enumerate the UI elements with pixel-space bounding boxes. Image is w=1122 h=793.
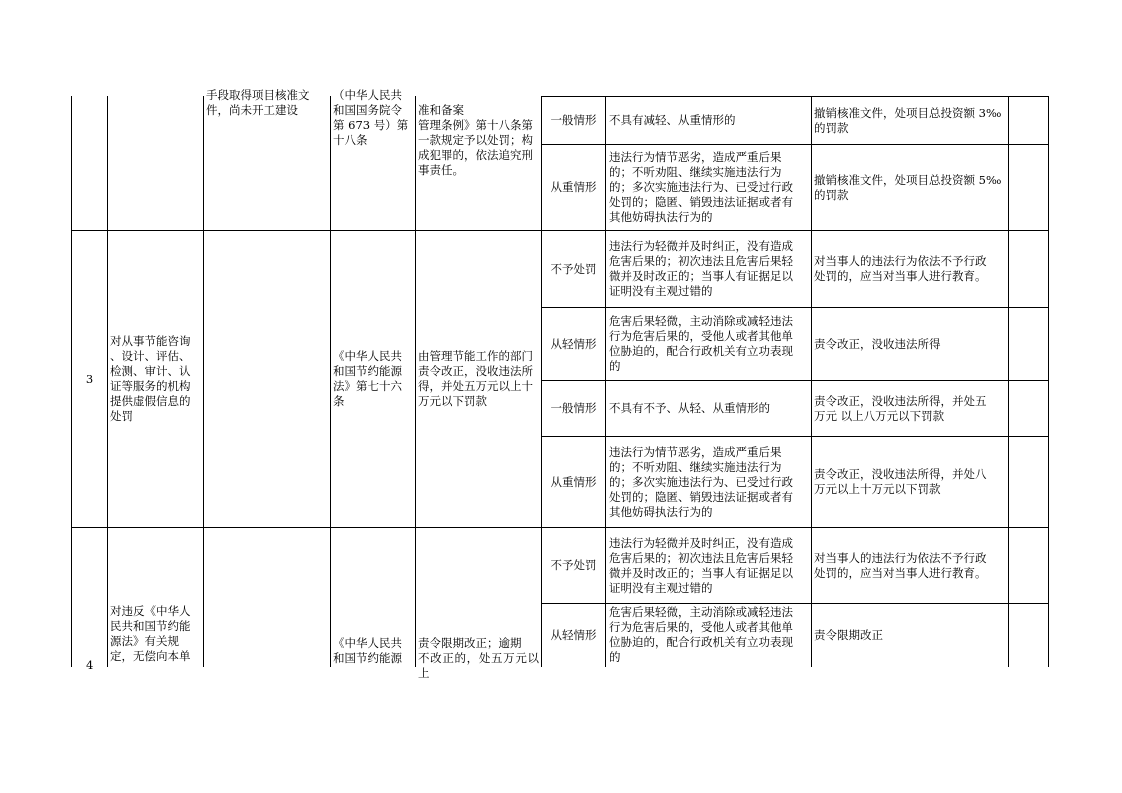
row3-circumstance-label: 一般情形: [550, 401, 597, 415]
row4-circumstance-condition: 违法行为轻微并及时纠正，没有造成 危害后果的；初次违法且危害后果轻 微并及时改正的；当事人有证据足以 证明没有主观过错的: [609, 535, 793, 595]
row4-number: 4: [86, 658, 94, 672]
column-divider: [811, 96, 812, 667]
column-divider: [203, 96, 204, 667]
table-border-right: [1048, 96, 1049, 667]
row3-circumstance-condition: 危害后果轻微，主动消除或减轻违法 行为危害后果的，受他人或者其他单 位胁迫的，配合行政机关有立功表现 的: [609, 314, 793, 373]
row3-penalty-standard: 责令改正，没收违法所得，并处八 万元以上十万元以下罚款: [814, 467, 987, 496]
row3-circumstance-condition: 不具有不予、从轻、从重情形的: [609, 401, 770, 415]
row4-penalty-standard: 责令限期改正: [814, 628, 883, 642]
row3-penalty-standard: 对当事人的违法行为依法不予行政 处罚的，应当对当事人进行教育。: [814, 254, 987, 283]
row2-penalty-standard: 撤销核准文件，处项目总投资额 3‰ 的罚款: [814, 105, 1002, 135]
row2-subject: 手段取得项目核准文 件，尚未开工建设: [206, 88, 310, 117]
row4-circumstance-label: 从轻情形: [550, 628, 597, 642]
row3-provision: 由管理节能工作的部门 责令改正，没收违法所 得，并处五万元以上十 万元以下罚款: [418, 349, 533, 408]
row4-penalty-standard: 对当事人的违法行为依法不予行政 处罚的，应当对当事人进行教育。: [814, 550, 987, 580]
row3-circumstance-label: 从轻情形: [550, 336, 597, 351]
column-divider: [107, 96, 108, 667]
row2-legal-basis: （中华人民共 和国国务院令 第 673 号）第 十八条: [333, 88, 409, 147]
row3-circumstance-condition: 违法行为情节恶劣，造成严重后果 的；不听劝阻、继续实施违法行为 的；多次实施违法行为、已受过行政 处罚的；隐匿、销毁违法证据或者有 其他妨碍执法行为的: [609, 444, 793, 519]
row4-item-name: 对违反《中华人 民共和国节约能 源法》有关规 定，无偿向本单: [110, 604, 191, 663]
row4-circumstance-condition: 危害后果轻微，主动消除或减轻违法 行为危害后果的，受他人或者其他单 位胁迫的，配合行政机关有立功表现 的: [609, 605, 793, 664]
column-divider: [330, 96, 331, 667]
row2-penalty-standard: 撤销核准文件，处项目总投资额 5‰ 的罚款: [814, 172, 1002, 202]
row3-penalty-standard: 责令改正，没收违法所得，并处五 万元 以上八万元以下罚款: [814, 393, 987, 423]
row4-legal-basis: 《中华人民共 和国节约能源: [333, 636, 402, 665]
column-divider: [605, 96, 606, 667]
row2-circumstance-label: 一般情形: [550, 113, 597, 127]
row4-circumstance-label: 不予处罚: [550, 558, 597, 572]
row3-circumstance-label: 从重情形: [550, 474, 597, 489]
row3-circumstance-label: 不予处罚: [550, 261, 597, 276]
row3-legal-basis: 《中华人民共 和国节约能源 法》第七十六 条: [333, 349, 402, 408]
row3-penalty-standard: 责令改正，没收违法所得: [814, 336, 941, 351]
row2-circumstance-condition: 违法行为情节恶劣，造成严重后果 的；不听劝阻、继续实施违法行为 的；多次实施违法行为、已受过行政 处罚的；隐匿、销毁违法证据或者有 其他妨碍执法行为的: [609, 150, 793, 224]
row2-circumstance-condition: 不具有减轻、从重情形的: [609, 113, 736, 127]
row3-item-name: 对从事节能咨询 、设计、评估、 检测、审计、认 证等服务的机构 提供虚假信息的 处罚: [110, 334, 191, 423]
row2-provision: 准和备案 管理条例》第十八条第 一款规定予以处罚；构 成犯罪的，依法追究刑 事责任。: [418, 103, 533, 177]
row3-number: 3: [85, 371, 94, 386]
column-divider: [415, 96, 416, 667]
row3-circumstance-condition: 违法行为轻微并及时纠正，没有造成 危害后果的；初次违法且危害后果轻 微并及时改正的；当事人有证据足以 证明没有主观过错的: [609, 239, 793, 298]
row2-circumstance-label: 从重情形: [550, 180, 597, 194]
row4-provision: 责令限期改正；逾期 不改正的，处五万元以上: [418, 636, 539, 680]
column-divider: [1008, 96, 1009, 667]
